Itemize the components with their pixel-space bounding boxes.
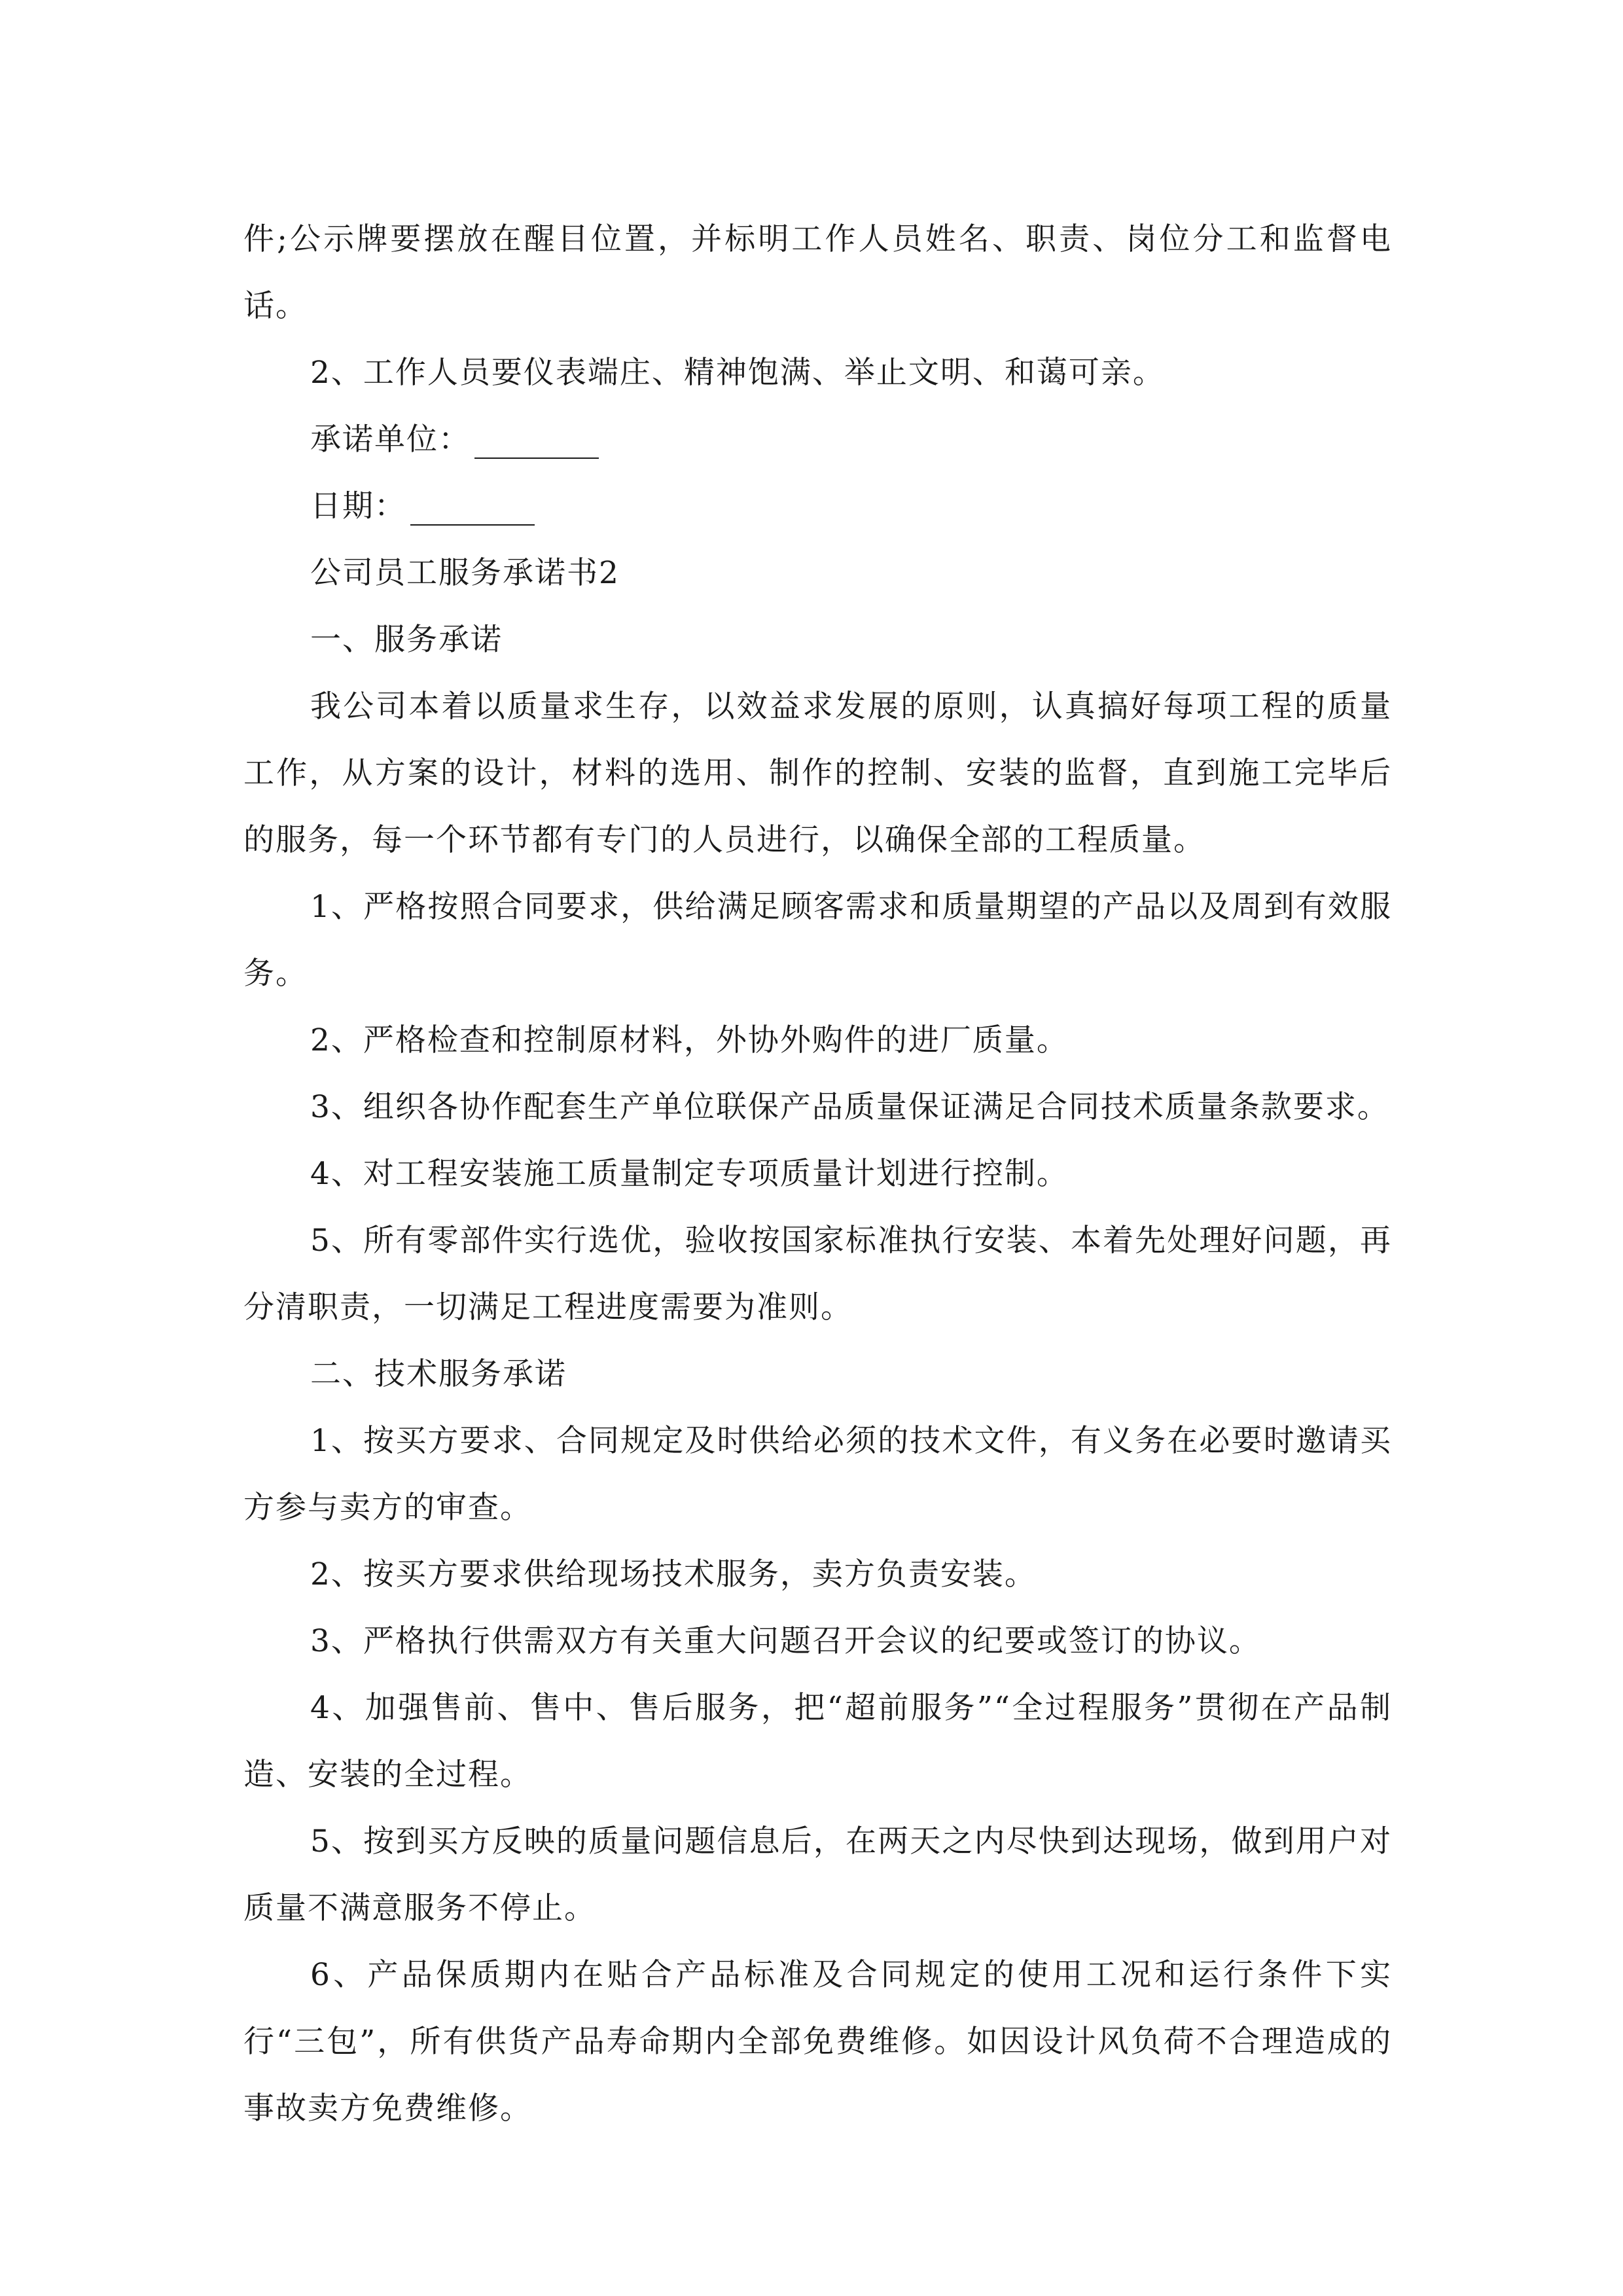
list-item: 5、所有零部件实行选优，验收按国家标准执行安装、本着先处理好问题，再分清职责，一切满足工程进度需要为准则。 bbox=[243, 1223, 1392, 1325]
document-body bbox=[243, 206, 1392, 2142]
section-heading: 一、服务承诺 bbox=[310, 622, 503, 658]
list-item: 4、加强售前、售中、售后服务，把“超前服务”“全过程服务”贯彻在产品制造、安装的全过程。 bbox=[243, 1690, 1392, 1793]
paragraph: 件;公示牌要摆放在醒目位置，并标明工作人员姓名、职责、岗位分工和监督电话。 bbox=[243, 221, 1392, 324]
list-item: 3、严格执行供需双方有关重大问题召开会议的纪要或签订的协议。 bbox=[310, 1623, 1261, 1659]
signature-date-label: 日期： bbox=[310, 488, 406, 524]
list-item: 1、按买方要求、合同规定及时供给必须的技术文件，有义务在必要时邀请买方参与卖方的审查。 bbox=[243, 1423, 1392, 1526]
paragraph: 2、工作人员要仪表端庄、精神饱满、举止文明、和蔼可亲。 bbox=[310, 355, 1165, 391]
signature-date-line bbox=[243, 473, 1392, 540]
signature-unit-label: 承诺单位： bbox=[310, 422, 471, 457]
list-item: 3、组织各协作配套生产单位联保产品质量保证满足合同技术质量条款要求。 bbox=[310, 1089, 1389, 1125]
signature-date-blank bbox=[410, 489, 535, 526]
list-item: 2、严格检查和控制原材料，外协外购件的进厂质量。 bbox=[310, 1022, 1069, 1058]
paragraph: 我公司本着以质量求生存，以效益求发展的原则，认真搞好每项工程的质量工作，从方案的设计，材料的选用、制作的控制、安装的监督，直到施工完毕后的服务，每一个环节都有专门的人员进行，以确保全部的工程质量。 bbox=[243, 689, 1392, 858]
list-item: 1、严格按照合同要求，供给满足顾客需求和质量期望的产品以及周到有效服务。 bbox=[243, 889, 1392, 992]
list-item: 6、产品保质期内在贴合产品标准及合同规定的使用工况和运行条件下实行“三包”，所有供货产品寿命期内全部免费维修。如因设计风负荷不合理造成的事故卖方免费维修。 bbox=[243, 1957, 1392, 2126]
section-heading: 二、技术服务承诺 bbox=[310, 1356, 567, 1392]
list-item: 2、按买方要求供给现场技术服务，卖方负责安装。 bbox=[310, 1556, 1037, 1592]
section-title: 公司员工服务承诺书2 bbox=[310, 555, 620, 591]
list-item: 4、对工程安装施工质量制定专项质量计划进行控制。 bbox=[310, 1156, 1069, 1192]
signature-unit-blank bbox=[474, 422, 599, 459]
signature-unit-line bbox=[243, 406, 1392, 473]
list-item: 5、按到买方反映的质量问题信息后，在两天之内尽快到达现场，做到用户对质量不满意服务不停止。 bbox=[243, 1823, 1392, 1926]
